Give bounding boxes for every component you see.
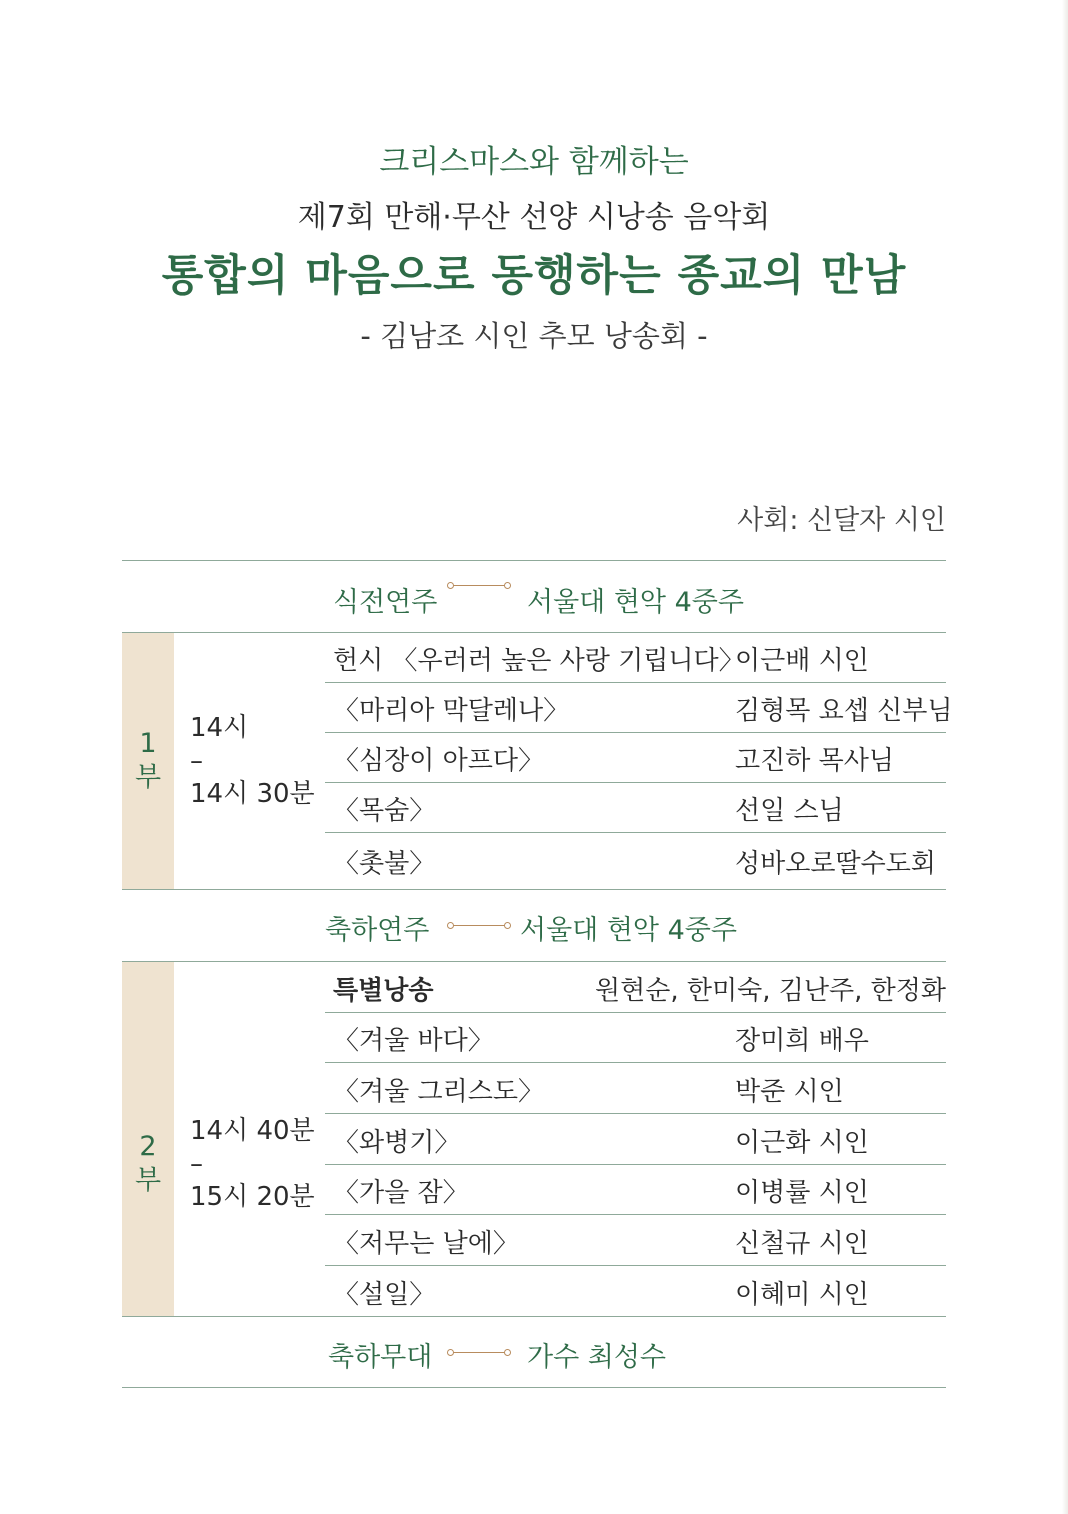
row-divider — [325, 682, 946, 683]
program-row-performer: 신철규 시인 — [735, 1229, 869, 1259]
divider — [122, 961, 946, 962]
opening-performer: 서울대 현악 4중주 — [527, 587, 744, 618]
part1-time: 14시 – 14시 30분 — [190, 713, 315, 809]
program-row-title: 〈마리아 막달레나〉 — [333, 696, 570, 726]
divider — [122, 889, 946, 890]
celebration-label: 축하연주 — [325, 915, 430, 946]
row-divider — [325, 1265, 946, 1266]
main-title: 통합의 마음으로 동행하는 종교의 만남 — [161, 251, 907, 301]
program-row-performer: 김형목 요셉 신부님 — [735, 696, 953, 726]
row-divider — [325, 832, 946, 833]
part2-time: 14시 40분 – 15시 20분 — [190, 1116, 315, 1212]
program-row-title: 〈저무는 날에〉 — [333, 1229, 519, 1259]
row-divider — [325, 1214, 946, 1215]
row-divider — [325, 1062, 946, 1063]
program-row-title: 〈가을 잠〉 — [333, 1178, 469, 1208]
divider — [122, 632, 946, 633]
program-row-performer: 고진하 목사님 — [735, 746, 894, 776]
divider — [122, 560, 946, 561]
stage-performer: 가수 최성수 — [527, 1342, 666, 1373]
program-row-performer: 성바오로딸수도회 — [735, 849, 936, 879]
special-reading-performers: 원현순, 한미숙, 김난주, 한정화 — [595, 976, 946, 1006]
program-row-performer: 이근화 시인 — [735, 1128, 869, 1158]
row-divider — [325, 782, 946, 783]
program-row-performer: 이근배 시인 — [735, 646, 869, 676]
connector-line — [447, 582, 511, 590]
connector-line — [447, 1349, 511, 1357]
row-divider — [325, 732, 946, 733]
row-divider — [325, 1113, 946, 1114]
special-reading-title: 특별낭송 — [333, 976, 434, 1006]
program-row-performer: 선일 스님 — [735, 796, 844, 826]
part1-label: 1 부 — [134, 728, 162, 793]
program-row-performer: 이혜미 시인 — [735, 1280, 869, 1310]
program-row-title: 〈와병기〉 — [333, 1128, 461, 1158]
program-row-title: 〈설일〉 — [333, 1280, 436, 1310]
opening-label: 식전연주 — [333, 587, 438, 618]
program-row-performer: 이병률 시인 — [735, 1178, 869, 1208]
host-credit: 사회: 신달자 시인 — [737, 505, 946, 536]
program-row-title: 〈겨울 그리스도〉 — [333, 1077, 544, 1107]
celebration-performer: 서울대 현악 4중주 — [520, 915, 737, 946]
program-row-title: 〈목숨〉 — [333, 796, 436, 826]
program-row-title: 〈심장이 아프다〉 — [333, 746, 544, 776]
divider — [122, 1316, 946, 1317]
connector-line — [447, 922, 511, 930]
program-row-title: 헌시 〈우러러 높은 사랑 기립니다〉 — [333, 646, 745, 676]
event-name: 제7회 만해·무산 선양 시낭송 음악회 — [297, 200, 771, 235]
memorial-subtitle: - 김남조 시인 추모 낭송회 - — [360, 319, 708, 353]
program-row-performer: 장미희 배우 — [735, 1026, 869, 1056]
program-row-title: 〈겨울 바다〉 — [333, 1026, 494, 1056]
divider — [122, 1387, 946, 1388]
program-row-performer: 박준 시인 — [735, 1077, 844, 1107]
part2-label: 2 부 — [134, 1131, 162, 1196]
stage-label: 축하무대 — [328, 1342, 433, 1373]
row-divider — [325, 1012, 946, 1013]
event-subtitle: 크리스마스와 함께하는 — [379, 144, 689, 180]
program-row-title: 〈촛불〉 — [333, 849, 436, 879]
row-divider — [325, 1164, 946, 1165]
